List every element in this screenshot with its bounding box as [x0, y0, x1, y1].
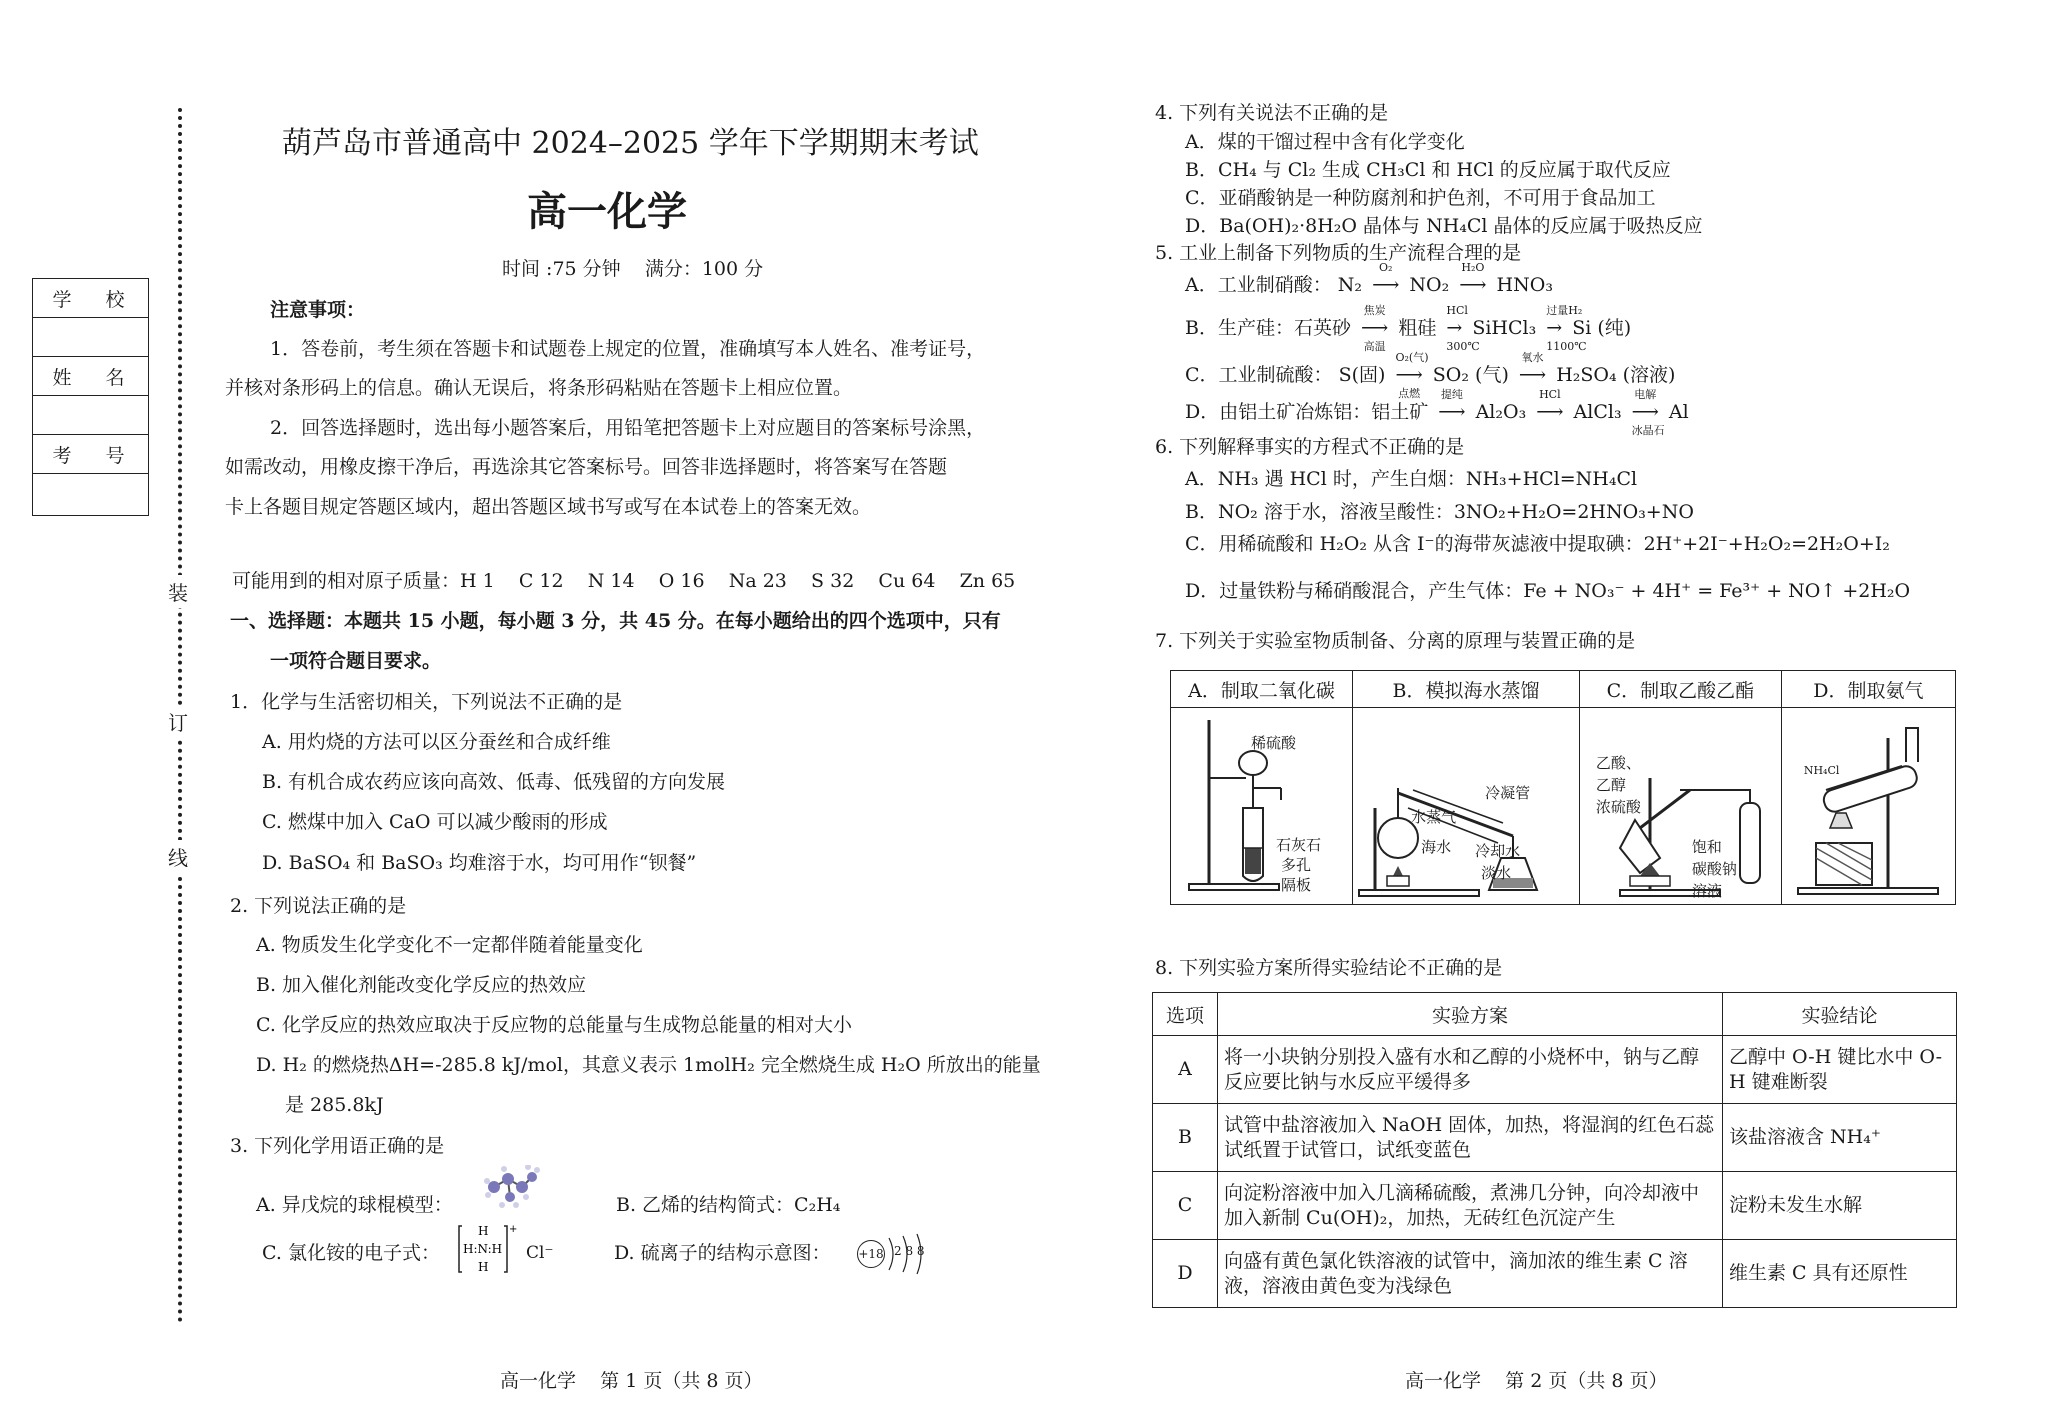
q5-d-label: D．由铝土矿冶炼铝：铝土矿: [1185, 401, 1429, 423]
reaction-arrow: 电解 ⟶ 冰晶石: [1631, 388, 1665, 437]
q5-option-a: [1185, 261, 1553, 298]
atomic-masses: 可能用到的相对原子质量：H 1 C 12 N 14 O 16 Na 23 S 32 Cu 64 Zn 65: [232, 570, 1016, 592]
q4-option-b: B．CH₄ 与 Cl₂ 生成 CH₃Cl 和 HCl 的反应属于取代反应: [1185, 159, 1671, 181]
apparatus-a-cell: [1171, 708, 1353, 905]
q5-option-b: [1185, 304, 1632, 353]
results-header: 选项: [1153, 993, 1218, 1036]
q7-stem: 7. 下列关于实验室物质制备、分离的原理与装置正确的是: [1155, 630, 1636, 652]
q1-option-c: C. 燃煤中加入 CaO 可以减少酸雨的形成: [262, 811, 608, 833]
results-option: C: [1153, 1172, 1218, 1240]
notice-line: 1．答卷前，考生须在答题卡和试题卷上规定的位置，准确填写本人姓名、准考证号，: [270, 338, 986, 360]
q3-option-d: D. 硫离子的结构示意图：: [614, 1242, 831, 1264]
apparatus-header: D．制取氨气: [1781, 671, 1955, 708]
apparatus-c-cell: [1579, 708, 1781, 905]
binding-char: 订: [168, 705, 188, 738]
ball-stick-model-icon: [482, 1165, 540, 1209]
arrow-condition: 高温: [1363, 340, 1386, 353]
apparatus-b-label: 冷凝管: [1485, 784, 1531, 802]
reaction-arrow: 氧水 ⟶: [1518, 351, 1547, 386]
apparatus-b-label: 冷却水: [1475, 842, 1521, 860]
q5-b-s2: 粗硅: [1398, 317, 1437, 339]
apparatus-c-label: 饱和: [1691, 838, 1722, 856]
results-option: A: [1153, 1036, 1218, 1104]
reaction-arrow: 焦炭 ⟶ 高温: [1361, 304, 1389, 353]
apparatus-a-label: 多孔: [1281, 856, 1312, 874]
notice-line: 2．回答选择题时，选出每小题答案后，用铅笔把答题卡上对应题目的答案标号涂黑，: [270, 417, 986, 439]
q5-d-s2: Al₂O₃: [1475, 401, 1527, 423]
arrow-condition: O₂(气): [1395, 351, 1429, 364]
q5-c-s1: S(固): [1338, 364, 1386, 386]
results-plan: 向淀粉溶液中加入几滴稀硫酸，煮沸几分钟，向冷却液中加入新制 Cu(OH)₂，加热，无砖红色沉淀产生: [1218, 1172, 1723, 1240]
reaction-arrow: H₂O ⟶: [1459, 261, 1487, 296]
q4-option-c: C．亚硝酸钠是一种防腐剂和护色剂，不可用于食品加工: [1185, 187, 1656, 209]
binding-char: 装: [168, 575, 188, 608]
q5-c-label: C．工业制硫酸：: [1185, 364, 1333, 386]
apparatus-header: C．制取乙酸乙酯: [1579, 671, 1781, 708]
results-conclusion: 乙醇中 O-H 键比水中 O-H 键难断裂: [1723, 1036, 1957, 1104]
q3-option-c: C. 氯化铵的电子式：: [262, 1242, 440, 1264]
reaction-arrow: HCl ⟶: [1536, 388, 1564, 423]
arrow-condition: 焦炭: [1363, 304, 1386, 317]
q3-option-b: B. 乙烯的结构简式：C₂H₄: [616, 1194, 841, 1216]
q5-b-s3: SiHCl₃: [1472, 317, 1537, 339]
notice-line: 并核对条形码上的信息。确认无误后，将条形码粘贴在答题卡上相应位置。: [225, 377, 853, 399]
section-title: 一、选择题：本题共 15 小题，每小题 3 分，共 45 分。在每小题给出的四个选项中，只有: [230, 610, 1001, 632]
q3-stem: 3. 下列化学用语正确的是: [230, 1135, 445, 1157]
nucleus-charge: +18: [858, 1247, 884, 1261]
q6-option-c: C．用稀硫酸和 H₂O₂ 从含 I⁻的海带灰滤液中提取碘：2H⁺+2I⁻+H₂O₂=2H₂O+I₂: [1185, 533, 1890, 555]
apparatus-b-label: 淡水: [1481, 864, 1512, 882]
q5-a-s3: HNO₃: [1496, 274, 1553, 296]
q1-option-d: D. BaSO₄ 和 BaSO₃ 均难溶于水，均可用作“钡餐”: [262, 852, 697, 874]
apparatus-c-label: 溶液: [1691, 882, 1722, 900]
arrow-condition: 300℃: [1446, 340, 1480, 353]
reaction-arrow: HCl → 300℃: [1446, 304, 1480, 353]
arrow-condition: 过量H₂: [1546, 304, 1583, 317]
q6-option-b: B．NO₂ 溶于水，溶液呈酸性：3NO₂+H₂O=2HNO₃+NO: [1185, 501, 1694, 523]
chloride-ion: Cl⁻: [526, 1243, 554, 1263]
results-header: 实验结论: [1723, 993, 1957, 1036]
results-plan: 将一小块钠分别投入盛有水和乙醇的小烧杯中，钠与乙醇反应要比钠与水反应平缓得多: [1218, 1036, 1723, 1104]
page2-footer: 高一化学 第 2 页（共 8 页）: [1405, 1370, 1668, 1392]
apparatus-a-label: 石灰石: [1276, 836, 1322, 854]
apparatus-b-cell: [1353, 708, 1580, 905]
results-plan: 向盛有黄色氯化铁溶液的试管中，滴加浓的维生素 C 溶液，溶液由黄色变为浅绿色: [1218, 1240, 1723, 1308]
q1-option-a: A. 用灼烧的方法可以区分蚕丝和合成纤维: [262, 731, 611, 753]
notice-title: 注意事项：: [270, 299, 366, 321]
apparatus-c-label: 乙醇: [1595, 776, 1626, 794]
apparatus-c-label: 浓硫酸: [1595, 798, 1641, 816]
subject-title: 高一化学: [527, 188, 687, 235]
q6-option-d: D．过量铁粉与稀硝酸混合，产生气体：Fe + NO₃⁻ + 4H⁺ = Fe³⁺ + NO↑ +2H₂O: [1185, 580, 1911, 602]
q5-a-label: A．工业制硝酸：: [1185, 274, 1332, 296]
student-info-box: [32, 278, 149, 516]
q6-stem: 6. 下列解释事实的方程式不正确的是: [1155, 436, 1465, 458]
reaction-arrow: O₂ ⟶: [1372, 261, 1400, 296]
q2-option-c: C. 化学反应的热效应取决于反应物的总能量与生成物总能量的相对大小: [256, 1014, 852, 1036]
apparatus-header: B．模拟海水蒸馏: [1353, 671, 1580, 708]
name-label: 姓 名: [33, 357, 148, 396]
arrow-condition: HCl: [1446, 304, 1468, 317]
apparatus-d-label: NH₄Cl: [1803, 764, 1840, 777]
id-label: 考 号: [33, 435, 148, 474]
results-option: D: [1153, 1240, 1218, 1308]
q4-option-d: D．Ba(OH)₂·8H₂O 晶体与 NH₄Cl 晶体的反应属于吸热反应: [1185, 215, 1703, 237]
arrow-condition: H₂O: [1461, 261, 1485, 274]
arrow-condition: 冰晶石: [1631, 424, 1665, 437]
school-label: 学 校: [33, 279, 148, 318]
arrow-condition: 1100℃: [1546, 340, 1587, 353]
q5-a-s2: NO₂: [1409, 274, 1450, 296]
apparatus-c-label: 碳酸钠: [1691, 860, 1737, 878]
shell-electrons: 2 8 8: [894, 1244, 925, 1258]
q6-option-a: A．NH₃ 遇 HCl 时，产生白烟：NH₃+HCl=NH₄Cl: [1185, 468, 1638, 490]
svg-text:H: H: [478, 1224, 489, 1238]
section-title-cont: 一项符合题目要求。: [270, 650, 442, 672]
nucleus-circle: [857, 1240, 885, 1268]
binding-char: 线: [168, 840, 188, 873]
arrow-condition: 氧水: [1521, 351, 1544, 364]
q5-a-s1: N₂: [1337, 274, 1363, 296]
apparatus-b-label: 水蒸气: [1411, 808, 1457, 826]
q5-b-label: B．生产硅：石英砂: [1185, 317, 1351, 339]
q5-stem: 5. 工业上制备下列物质的生产流程合理的是: [1155, 242, 1522, 264]
q4-option-a: A．煤的干馏过程中含有化学变化: [1185, 131, 1465, 153]
results-conclusion: 维生素 C 具有还原性: [1723, 1240, 1957, 1308]
arrow-condition: 点燃: [1398, 387, 1421, 400]
arrow-condition: HCl: [1539, 388, 1561, 401]
notice-line: 如需改动，用橡皮擦干净后，再选涂其它答案标号。回答非选择题时，将答案写在答题: [225, 456, 948, 478]
exam-title: 葫芦岛市普通高中 2024–2025 学年下学期期末考试: [282, 126, 979, 161]
results-option: B: [1153, 1104, 1218, 1172]
sulfide-ion-diagram: [857, 1232, 937, 1276]
q3-option-a: A. 异戊烷的球棍模型：: [256, 1194, 453, 1216]
apparatus-a-label: 稀硫酸: [1251, 734, 1297, 752]
apparatus-d-cell: [1781, 708, 1955, 905]
svg-text:H: H: [478, 1260, 489, 1274]
results-plan: 试管中盐溶液加入 NaOH 固体，加热，将湿润的红色石蕊试纸置于试管口，试纸变蓝色: [1218, 1104, 1723, 1172]
q2-stem: 2. 下列说法正确的是: [230, 895, 407, 917]
q2-option-d: D. H₂ 的燃烧热ΔH=-285.8 kJ/mol，其意义表示 1molH₂ 完全燃烧生成 H₂O 所放出的能量: [256, 1054, 1041, 1076]
q2-option-a: A. 物质发生化学变化不一定都伴随着能量变化: [256, 934, 643, 956]
time-info: 时间 :75 分钟 满分：100 分: [502, 258, 764, 280]
arrow-condition: 电解: [1634, 388, 1657, 401]
q1-option-b: B. 有机合成农药应该向高效、低毒、低残留的方向发展: [262, 771, 726, 793]
q1-stem: 1．化学与生活密切相关，下列说法不正确的是: [230, 691, 623, 713]
reaction-arrow: O₂(气) ⟶ 点燃: [1395, 351, 1429, 400]
distillation-icon: [1353, 708, 1578, 904]
page1-footer: 高一化学 第 1 页（共 8 页）: [500, 1370, 763, 1392]
apparatus-b-label: 海水: [1421, 838, 1452, 856]
q5-b-s4: Si (纯): [1572, 317, 1632, 339]
reaction-arrow: 过量H₂ → 1100℃: [1546, 304, 1587, 353]
ammonia-setup-icon: [1782, 708, 1954, 904]
q5-c-s3: H₂SO₄ (溶液): [1556, 364, 1676, 386]
svg-text:+: +: [509, 1224, 518, 1235]
q4-stem: 4. 下列有关说法不正确的是: [1155, 102, 1389, 124]
results-table: [1152, 992, 1957, 1308]
results-conclusion: 淀粉未发生水解: [1723, 1172, 1957, 1240]
apparatus-c-label: 乙酸、: [1595, 754, 1641, 772]
apparatus-a-label: 隔板: [1281, 876, 1312, 894]
svg-text:H:N:H: H:N:H: [463, 1242, 503, 1256]
ammonium-electron-formula-icon: [458, 1222, 520, 1276]
results-header: 实验方案: [1218, 993, 1723, 1036]
apparatus-table: [1170, 670, 1956, 905]
results-conclusion: 该盐溶液含 NH₄⁺: [1723, 1104, 1957, 1172]
notice-line: 卡上各题目规定答题区域内，超出答题区域书写或写在本试卷上的答案无效。: [225, 496, 872, 518]
q2-option-b: B. 加入催化剂能改变化学反应的热效应: [256, 974, 587, 996]
arrow-condition: O₂: [1378, 261, 1393, 274]
name-field[interactable]: [33, 396, 148, 435]
reaction-arrow: 提纯 ⟶: [1438, 388, 1466, 423]
q5-d-s3: AlCl₃: [1573, 401, 1622, 423]
arrow-condition: 提纯: [1440, 388, 1463, 401]
school-field[interactable]: [33, 318, 148, 357]
q5-d-s4: Al: [1668, 401, 1689, 423]
id-field[interactable]: [33, 474, 148, 513]
q8-stem: 8. 下列实验方案所得实验结论不正确的是: [1155, 957, 1503, 979]
apparatus-header: A．制取二氧化碳: [1171, 671, 1353, 708]
q2-option-d-cont: 是 285.8kJ: [285, 1094, 384, 1116]
q5-c-s2: SO₂ (气): [1432, 364, 1509, 386]
